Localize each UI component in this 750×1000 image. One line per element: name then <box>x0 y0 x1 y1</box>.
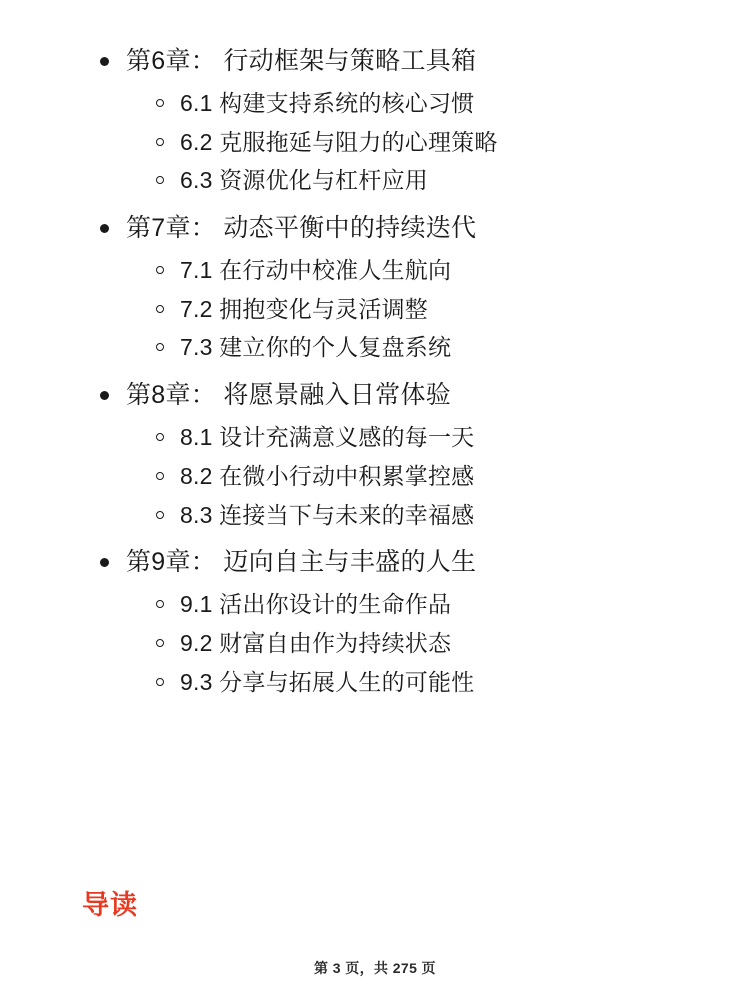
hollow-bullet-icon <box>156 433 164 441</box>
guide-section-heading: 导读 <box>82 890 138 920</box>
section-title: 9.2 财富自由作为持续状态 <box>180 629 452 656</box>
hollow-bullet-icon <box>156 138 164 146</box>
hollow-bullet-icon <box>156 176 164 184</box>
hollow-bullet-icon <box>156 511 164 519</box>
section-item[interactable] <box>60 419 690 456</box>
hollow-bullet-icon <box>156 472 164 480</box>
chapter-sections <box>60 586 690 700</box>
filled-bullet-icon <box>100 391 109 400</box>
chapter-heading[interactable] <box>60 376 690 415</box>
section-item[interactable] <box>60 664 690 701</box>
section-item[interactable] <box>60 252 690 289</box>
section-item[interactable] <box>60 586 690 623</box>
section-item[interactable] <box>60 85 690 122</box>
chapter-heading[interactable] <box>60 543 690 582</box>
chapter-sections <box>60 85 690 199</box>
section-item[interactable] <box>60 291 690 328</box>
table-of-contents <box>60 42 690 701</box>
hollow-bullet-icon <box>156 343 164 351</box>
hollow-bullet-icon <box>156 678 164 686</box>
hollow-bullet-icon <box>156 99 164 107</box>
chapter-title: 第9章： 迈向自主与丰盛的人生 <box>126 548 477 577</box>
section-title: 7.3 建立你的个人复盘系统 <box>180 334 452 361</box>
toc-chapter <box>60 209 690 366</box>
filled-bullet-icon <box>100 57 109 66</box>
section-title: 9.3 分享与拓展人生的可能性 <box>180 668 475 695</box>
section-title: 8.2 在微小行动中积累掌控感 <box>180 462 475 489</box>
filled-bullet-icon <box>100 558 109 567</box>
section-item[interactable] <box>60 124 690 161</box>
chapter-heading[interactable] <box>60 42 690 81</box>
chapter-title: 第7章： 动态平衡中的持续迭代 <box>126 214 477 243</box>
section-item[interactable] <box>60 458 690 495</box>
toc-chapter <box>60 42 690 199</box>
toc-chapter <box>60 376 690 533</box>
section-item[interactable] <box>60 162 690 199</box>
filled-bullet-icon <box>100 224 109 233</box>
page-footer: 第 3 页，共 275 页 <box>314 960 436 976</box>
hollow-bullet-icon <box>156 600 164 608</box>
section-title: 6.2 克服拖延与阻力的心理策略 <box>180 128 498 155</box>
section-item[interactable] <box>60 497 690 534</box>
chapter-heading[interactable] <box>60 209 690 248</box>
hollow-bullet-icon <box>156 639 164 647</box>
toc-chapter <box>60 543 690 700</box>
chapter-sections <box>60 252 690 366</box>
section-title: 9.1 活出你设计的生命作品 <box>180 591 452 618</box>
section-item[interactable] <box>60 329 690 366</box>
hollow-bullet-icon <box>156 305 164 313</box>
chapter-title: 第6章： 行动框架与策略工具箱 <box>126 47 477 75</box>
chapter-title: 第8章： 将愿景融入日常体验 <box>126 381 452 410</box>
section-title: 7.1 在行动中校准人生航向 <box>180 256 452 283</box>
section-item[interactable] <box>60 625 690 662</box>
section-title: 7.2 拥抱变化与灵活调整 <box>180 295 428 322</box>
chapter-sections <box>60 419 690 533</box>
section-title: 6.1 构建支持系统的核心习惯 <box>180 89 475 116</box>
section-title: 6.3 资源优化与杠杆应用 <box>180 167 428 194</box>
section-title: 8.1 设计充满意义感的每一天 <box>180 424 475 451</box>
hollow-bullet-icon <box>156 266 164 274</box>
section-title: 8.3 连接当下与未来的幸福感 <box>180 501 475 528</box>
